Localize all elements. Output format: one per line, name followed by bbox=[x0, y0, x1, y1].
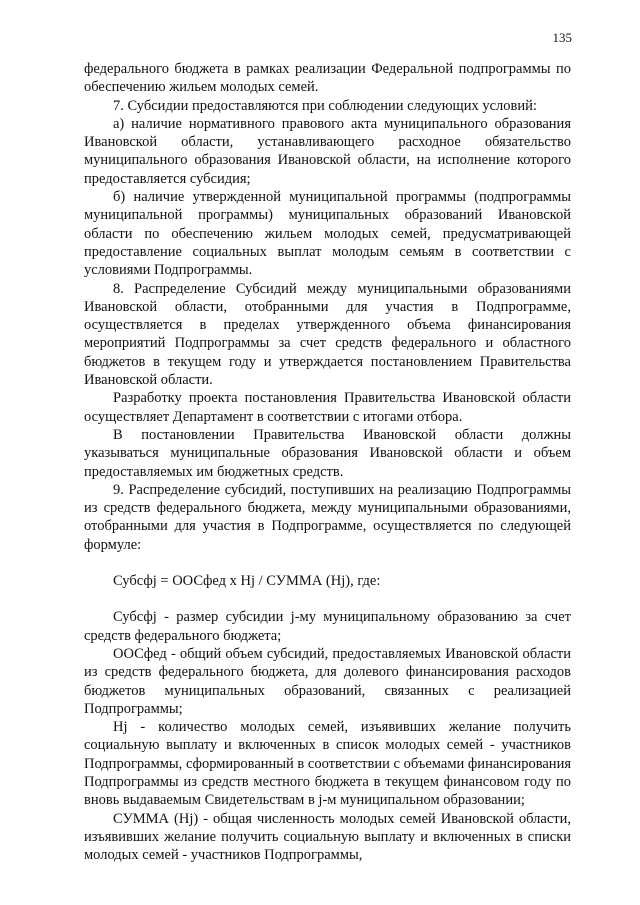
document-body bbox=[84, 60, 571, 864]
paragraph-condition-a: а) наличие нормативного правового акта муниципального образования Ивановской области, устанавливающего расходное обязательство муниципального образования Ивановской области, на исполнение которого предоставляется субсидия; bbox=[84, 115, 571, 187]
definition-oosfed: ООСфед - общий объем субсидий, предоставляемых Ивановской области из средств федерального бюджета, для долевого финансирования расходов бюджетов муниципальных образований, связанных с реализацией Подпрограммы; bbox=[84, 645, 571, 717]
definition-summa-nj: СУММА (Нj) - общая численность молодых семей Ивановской области, изъявивших желание получить социальную выплату и включенных в списки молодых семей - участников Подпрограммы, bbox=[84, 810, 571, 864]
definition-nj: Нj - количество молодых семей, изъявивших желание получить социальную выплату и включенных в список молодых семей - участников Подпрограммы, сформированный в соответствии с объемами финансирования Подпрограммы из средств местного бюджета в текущем финансовом году по вновь выдаваемым Свидетельствам в j-м муниципальном образовании; bbox=[84, 719, 571, 809]
paragraph-continuation: федерального бюджета в рамках реализации Федеральной подпрограммы по обеспечению жильем молодых семей. bbox=[84, 61, 571, 96]
paragraph-item-8: 8. Распределение Субсидий между муниципальными образованиями Ивановской области, отобранными для участия в Подпрограмме, осуществляется в пределах утвержденного объема финансирования мероприятий Подпрограммы за счет средств федерального и областного бюджетов в текущем году и утверждается постановлением Правительства Ивановской области. bbox=[84, 280, 571, 389]
page-number: 135 bbox=[552, 30, 572, 45]
paragraph-condition-b: б) наличие утвержденной муниципальной программы (подпрограммы муниципальной программы) муниципальных образований Ивановской области по обеспечению жильем молодых семей, предусматривающей предоставление социальных выплат молодым семьям в соответствии с условиями Подпрограммы. bbox=[84, 189, 571, 279]
paragraph-resolution-content: В постановлении Правительства Ивановской области должны указываться муниципальные образования Ивановской области и объем предоставляемых им бюджетных средств. bbox=[84, 426, 571, 480]
formula: Субсфj = ООСфед x Нj / СУММА (Нj), где: bbox=[113, 573, 381, 590]
paragraph-item-7: 7. Субсидии предоставляются при соблюдении следующих условий: bbox=[113, 97, 537, 114]
definition-subsfj: Субсфj - размер субсидии j-му муниципальному образованию за счет средств федерального бюджета; bbox=[84, 609, 571, 644]
paragraph-item-9: 9. Распределение субсидий, поступивших на реализацию Подпрограммы из средств федерального бюджета, между муниципальными образованиями, отобранными для участия в Подпрограмме, осуществляется по следующей формуле: bbox=[84, 481, 571, 553]
paragraph-project-development: Разработку проекта постановления Правительства Ивановской области осуществляет Департамент в соответствии с итогами отбора. bbox=[84, 390, 571, 425]
